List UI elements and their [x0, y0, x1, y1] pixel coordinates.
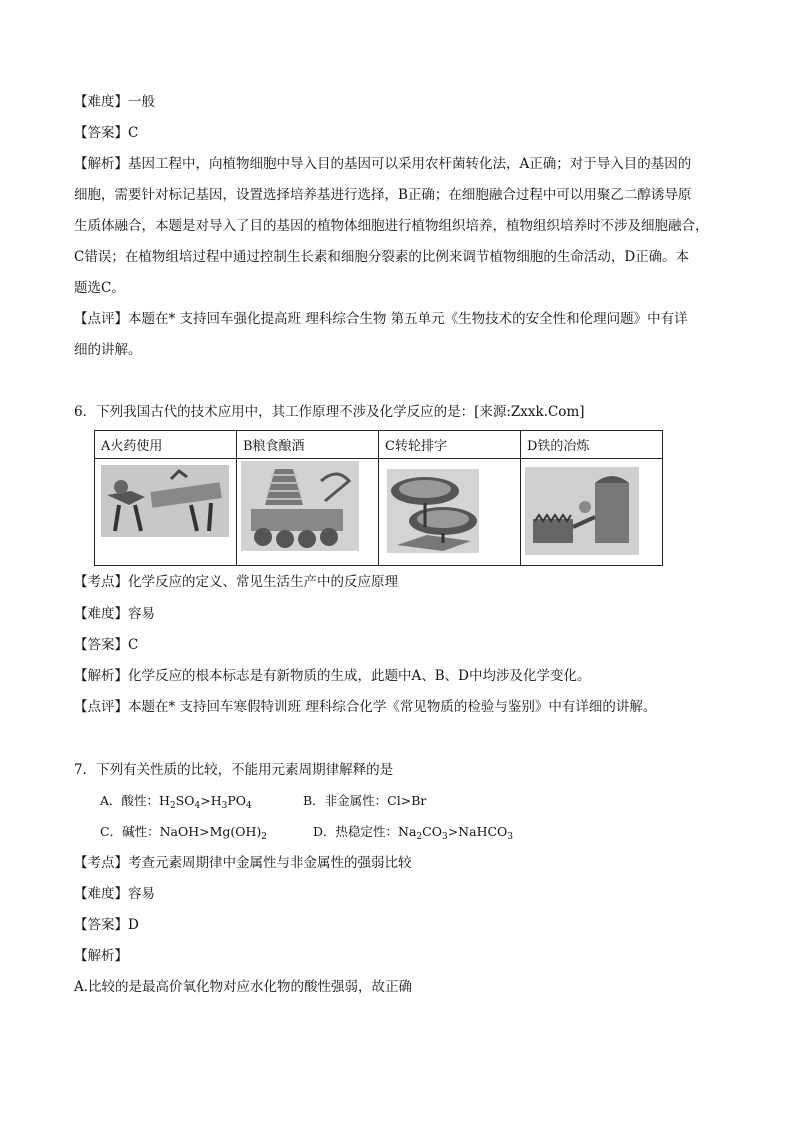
q6-option-a-label: A火药使用: [95, 431, 237, 459]
q5-comment-line-2: 细的讲解。: [74, 342, 142, 358]
q6-stem: 6．下列我国古代的技术应用中，其工作原理不涉及化学反应的是：[来源:Zxxk.Com]: [74, 404, 585, 420]
q7-option-a: A．酸性：$H_2SO_4>H_3PO_4$: [100, 793, 252, 811]
q6-option-c-image-cell: [379, 459, 521, 566]
q5-analysis-line-2: 细胞，需要针对标记基因，设置选择培养基进行选择，B正确；在细胞融合过程中可以用聚乙二醇诱导原: [74, 187, 692, 203]
q5-analysis-line-5: 题选C。: [74, 280, 125, 296]
q5-comment-line-1: 【点评】本题在* 支持回车强化提高班 理科综合生物 第五单元《生物技术的安全性和伦理问题》中有详: [74, 311, 688, 327]
q7-analysis-line: A.比较的是最高价氧化物对应水化物的酸性强弱，故正确: [74, 979, 413, 995]
q6-option-d-label: D铁的冶炼: [521, 431, 663, 459]
q7-answer: 【答案】D: [74, 917, 139, 933]
q6-analysis: 【解析】化学反应的根本标志是有新物质的生成，此题中A、B、D中均涉及化学变化。: [74, 668, 591, 684]
q6-option-d-image-cell: [521, 459, 663, 566]
q5-analysis-line-3: 生质体融合，本题是对导入了目的基因的植物体细胞进行植物组织培养，植物组织培养时不涉及细胞融合，: [74, 218, 709, 234]
gunpowder-illustration: [101, 465, 229, 537]
q6-difficulty: 【难度】容易: [74, 606, 155, 622]
q6-option-b-image-cell: [237, 459, 379, 566]
q6-answer: 【答案】C: [74, 637, 139, 653]
rotary-type-illustration: [387, 469, 479, 553]
q6-option-c-label: C转轮排字: [379, 431, 521, 459]
q7-analysis-label: 【解析】: [74, 948, 128, 964]
q6-option-a-image-cell: [95, 459, 237, 566]
q5-analysis-line-1: 【解析】基因工程中，向植物细胞中导入目的基因可以采用农杆菌转化法，A正确；对于导入目的基因的: [74, 156, 692, 172]
q7-point: 【考点】考查元素周期律中金属性与非金属性的强弱比较: [74, 855, 412, 871]
q5-difficulty: 【难度】一般: [74, 94, 155, 110]
q7-option-d: D．热稳定性：$Na_2CO_3>NaHCO_3$: [313, 824, 514, 842]
q6-options-table: [94, 430, 663, 566]
q6-point: 【考点】化学反应的定义、常见生活生产中的反应原理: [74, 574, 398, 590]
q7-stem: 7．下列有关性质的比较，不能用元素周期律解释的是: [74, 762, 394, 778]
q6-option-b-label: B粮食酿酒: [237, 431, 379, 459]
q7-option-b: B．非金属性：Cl>Br: [303, 793, 427, 808]
q6-comment: 【点评】本题在* 支持回车寒假特训班 理科综合化学《常见物质的检验与鉴别》中有详细的讲解。: [74, 699, 657, 715]
q7-difficulty: 【难度】容易: [74, 886, 155, 902]
q5-analysis-line-4: C错误；在植物组培过程中通过控制生长素和细胞分裂素的比例来调节植物细胞的生命活动，D正确。本: [74, 249, 690, 265]
iron-smelting-illustration: [525, 467, 639, 555]
q5-answer: 【答案】C: [74, 125, 139, 141]
q7-option-c: C．碱性：$NaOH>Mg(OH)_2$: [100, 824, 268, 842]
brewing-illustration: [241, 461, 359, 551]
